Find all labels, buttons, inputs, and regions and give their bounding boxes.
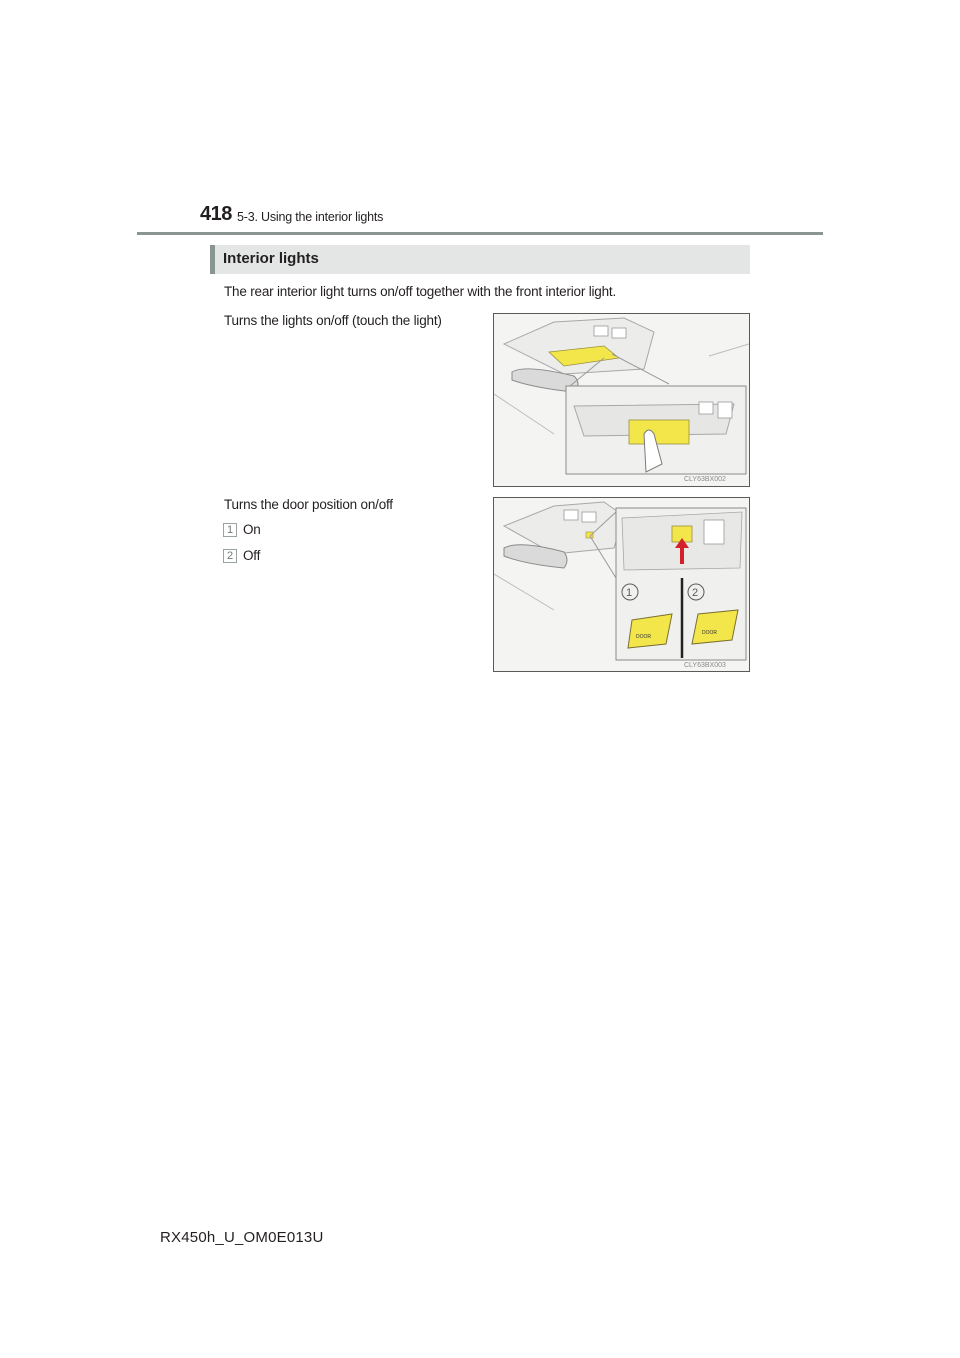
item2-text: Turns the door position on/off <box>224 497 393 512</box>
section-heading <box>210 245 750 274</box>
figure2-callout-1: 1 <box>626 587 633 599</box>
header-rule <box>137 232 823 235</box>
section-title: Interior lights <box>223 250 319 267</box>
switch-off-label: DOOR <box>702 630 717 636</box>
section-accent <box>210 245 215 274</box>
option-off-label: Off <box>243 548 261 563</box>
figure1-code: CLY63BX002 <box>684 476 726 483</box>
intro-paragraph: The rear interior light turns on/off together with the front interior light. <box>224 284 617 299</box>
item1-text: Turns the lights on/off (touch the light) <box>224 313 442 328</box>
page-number: 418 <box>200 203 232 225</box>
footer-doc-code: RX450h_U_OM0E013U <box>160 1229 324 1246</box>
switch-on-label: DOOR <box>636 634 651 640</box>
option-on-label: On <box>243 522 261 537</box>
figure-door-position-switch <box>493 497 750 672</box>
option-on-marker: 1 <box>223 523 237 537</box>
figure2-code: CLY63BX003 <box>684 662 726 669</box>
chapter-title: 5-3. Using the interior lights <box>237 210 384 224</box>
option-off-marker: 2 <box>223 549 237 563</box>
figure-interior-light-touch <box>493 313 750 487</box>
figure2-callout-2: 2 <box>692 587 699 599</box>
